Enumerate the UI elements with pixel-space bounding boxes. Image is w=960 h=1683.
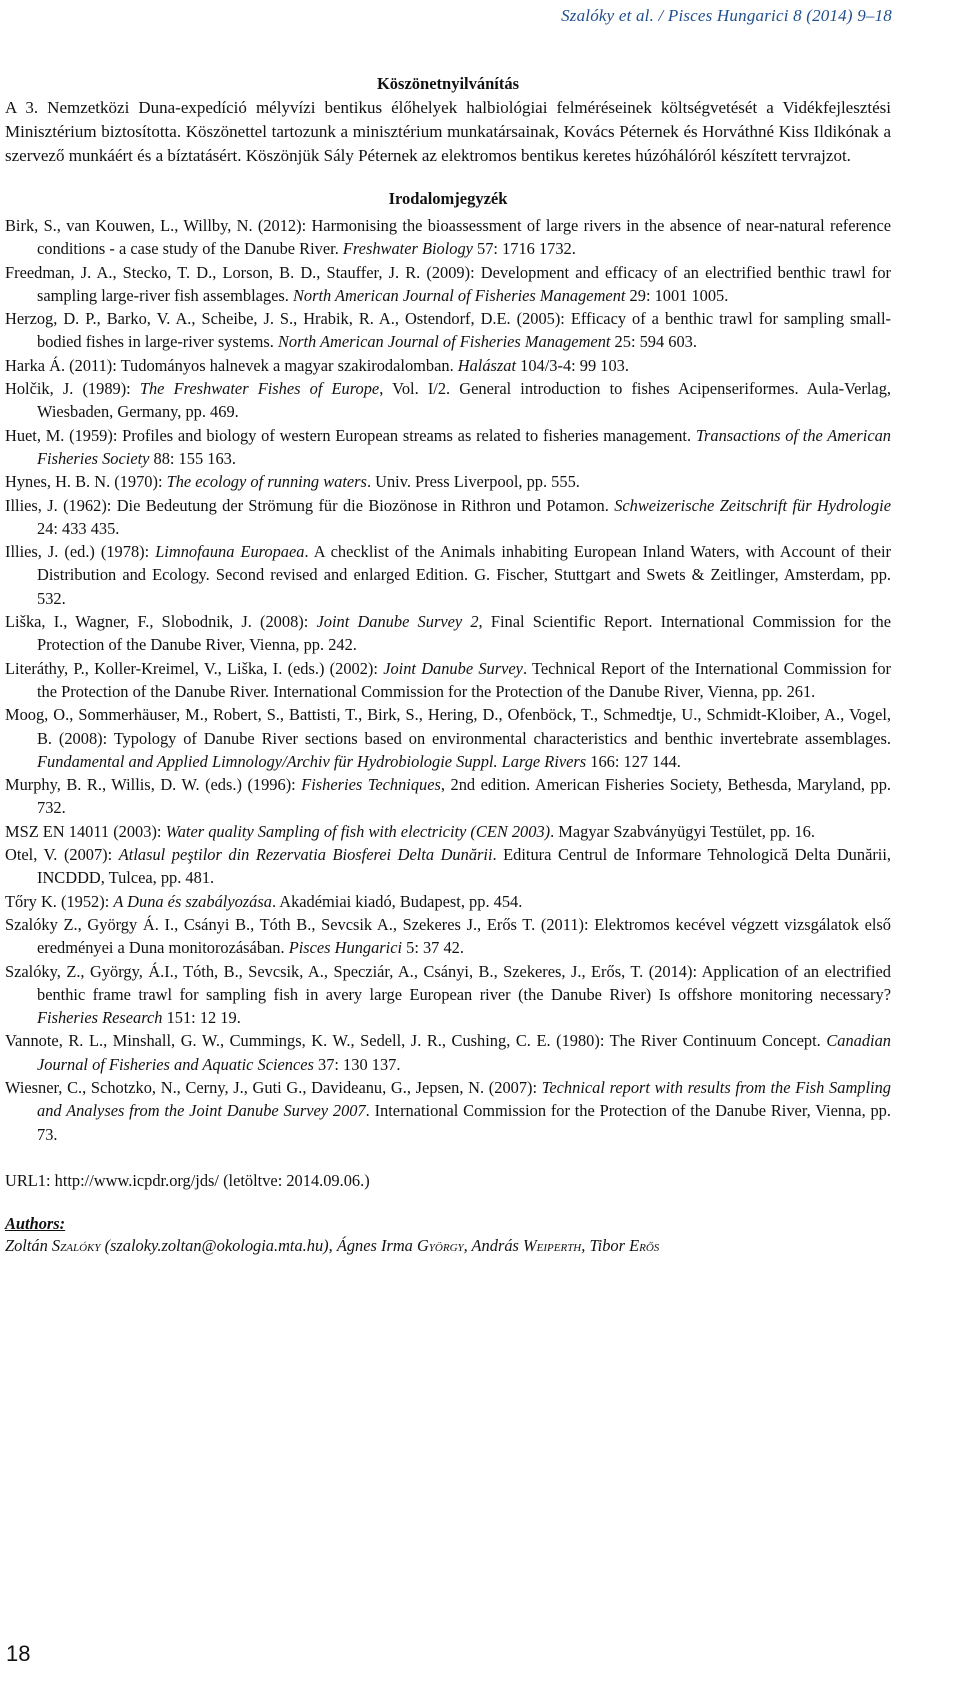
reference-source: Water quality Sampling of fish with electricity (CEN 2003) bbox=[165, 821, 551, 841]
reference-citation: 166: 127 144. bbox=[586, 751, 681, 771]
reference-citation: 104/3-4: 99 103. bbox=[516, 355, 629, 375]
reference-text: Hynes, H. B. N. (1970): bbox=[5, 472, 167, 492]
reference-item bbox=[5, 890, 891, 913]
reference-citation: , Final Scientific Report. International Commission for the Protection of the Danube River, Vienna, pp. 242. bbox=[37, 612, 892, 655]
reference-source: Fisheries Techniques bbox=[301, 775, 441, 795]
reference-source: Limnofauna Europaea bbox=[155, 542, 305, 562]
references-title: Irodalomjegyzék bbox=[388, 189, 508, 208]
reference-item bbox=[5, 377, 891, 424]
reference-source: A Duna és szabályozása bbox=[113, 891, 272, 911]
reference-text: Moog, O., Sommerhäuser, M., Robert, S., Battisti, T., Birk, S., Hering, D., Ofenböck, T., Schmedtje, U., Schmidt-Kloiber, A., Vogel, B. (2008): Typology of Danube River sections based on environmental characteristics and benthic invertebrate assemblages. bbox=[5, 705, 891, 748]
reference-text: Illies, J. (1962): Die Bedeutung der Strömung für die Biozönose in Rithron und Potamon. bbox=[5, 495, 615, 515]
reference-citation: 24: 433 435. bbox=[37, 518, 120, 538]
reference-source: Transactions of the American Fisheries Society bbox=[37, 425, 892, 468]
reference-source: Freshwater Biology bbox=[342, 239, 473, 259]
reference-item bbox=[5, 1029, 891, 1076]
reference-text: Harka Á. (2011): Tudományos halnevek a magyar szakirodalomban. bbox=[5, 355, 458, 375]
url-reference: URL1: http://www.icpdr.org/jds/ (letöltve: 2014.09.06.) bbox=[5, 1170, 370, 1190]
reference-item bbox=[5, 424, 891, 471]
reference-citation: . Akadémiai kiadó, Budapest, pp. 454. bbox=[271, 891, 523, 911]
reference-text: Wiesner, C., Schotzko, N., Cerny, J., Guti G., Davideanu, G., Jepsen, N. (2007): bbox=[5, 1077, 542, 1097]
reference-text: Szalóky, Z., György, Á.I., Tóth, B., Sevcsik, A., Specziár, A., Csányi, B., Szekeres, J., Erős, T. (2014): Application of an electrified benthic frame trawl for sampling fish in avery large European river (the Danube River) Is offshore monitoring necessary? bbox=[5, 961, 891, 1004]
reference-citation: , Vol. I/2. General introduction to fishes Acipenseriformes. Aula-Verlag, Wiesbaden, Germany, pp. 469. bbox=[37, 379, 891, 422]
reference-text: Huet, M. (1959): Profiles and biology of western European streams as related to fisheries management. bbox=[5, 425, 696, 445]
reference-item bbox=[5, 960, 891, 1030]
reference-citation: 5: 37 42. bbox=[402, 938, 464, 958]
reference-citation: . International Commission for the Protection of the Danube River, Vienna, pp. 73. bbox=[37, 1101, 891, 1144]
reference-citation: . A checklist of the Animals inhabiting European Inland Waters, with Account of their Distribution and Ecology. Second revised and enlarged Edition. G. Fischer, Stuttgart and Swets & Zeitlinger, Amsterdam, pp. 532. bbox=[37, 542, 891, 608]
reference-citation: 151: 12 19. bbox=[162, 1008, 241, 1028]
reference-item bbox=[5, 1076, 891, 1146]
running-header: Szalóky et al. / Pisces Hungarici 8 (2014) 9–18 bbox=[561, 6, 892, 25]
reference-source: North American Journal of Fisheries Management bbox=[292, 285, 626, 305]
reference-source: Schweizerische Zeitschrift für Hydrologie bbox=[614, 495, 891, 515]
authors-label: Authors: bbox=[5, 1213, 66, 1233]
reference-text: Literáthy, P., Koller-Kreimel, V., Liška, I. (eds.) (2002): bbox=[5, 658, 384, 678]
reference-source: Canadian Journal of Fisheries and Aquatic Sciences bbox=[37, 1031, 891, 1074]
author-first-name: András bbox=[471, 1235, 523, 1255]
page-content bbox=[5, 72, 891, 1257]
reference-source: North American Journal of Fisheries Management bbox=[277, 332, 611, 352]
reference-item bbox=[5, 214, 891, 261]
reference-citation: . Magyar Szabványügyi Testület, pp. 16. bbox=[550, 821, 815, 841]
reference-text: Holčik, J. (1989): bbox=[5, 379, 140, 399]
reference-text: Vannote, R. L., Minshall, G. W., Cummings, K. W., Sedell, J. R., Cushing, C. E. (1980): The River Continuum Concept. bbox=[5, 1031, 827, 1051]
reference-text: Liška, I., Wagner, F., Slobodnik, J. (2008): bbox=[5, 612, 317, 632]
reference-item bbox=[5, 703, 891, 773]
reference-source: Technical report with results from the Fish Sampling and Analyses from the Joint Danube Survey 2007 bbox=[37, 1077, 891, 1121]
reference-citation: 37: 130 137. bbox=[313, 1054, 401, 1074]
acknowledgement-text: A 3. Nemzetközi Duna-expedíció mélyvízi bentikus élőhelyek halbiológiai felméréseinek költségvetését a Vidékfejlesztési Minisztérium biztosította. Köszönettel tartozunk a minisztérium munkatársainak, Kovács Péternek és Horváthné Kiss Ildikónak a szervező munkáért és a bíztatásért. Köszönjük Sály Péternek az elektromos bentikus keretes húzóhálóról készített tervrajzot. bbox=[5, 98, 891, 165]
reference-text: MSZ EN 14011 (2003): bbox=[5, 821, 166, 841]
author-separator: , bbox=[463, 1235, 472, 1255]
reference-citation: . Technical Report of the International Commission for the Protection of the Danube River. International Commission for the Protection of the Danube River, Vienna, pp. 261. bbox=[37, 658, 891, 701]
reference-citation: 88: 155 163. bbox=[149, 448, 236, 468]
reference-source: Pisces Hungarici bbox=[288, 938, 403, 958]
reference-source: The Freshwater Fishes of Europe bbox=[139, 379, 380, 399]
reference-text: Freedman, J. A., Stecko, T. D., Lorson, B. D., Stauffer, J. R. (2009): Development and efficacy of an electrified benthic trawl for sampling large-river fish assemblages. bbox=[5, 262, 891, 305]
reference-text: Tőry K. (1952): bbox=[5, 891, 114, 911]
reference-source: Joint Danube Survey 2 bbox=[316, 612, 479, 632]
reference-source: Atlasul peştilor din Rezervatia Biosferei Delta Dunării bbox=[118, 845, 493, 865]
reference-item bbox=[5, 540, 891, 610]
reference-item bbox=[5, 657, 891, 704]
author-first-name: Zoltán bbox=[5, 1235, 52, 1255]
reference-source: The ecology of running waters bbox=[166, 472, 367, 492]
reference-item bbox=[5, 307, 891, 354]
author-first-name: Tibor bbox=[589, 1235, 630, 1255]
reference-source: Joint Danube Survey bbox=[383, 658, 523, 678]
reference-citation: . Univ. Press Liverpool, pp. 555. bbox=[366, 472, 580, 492]
author-last-name: Erős bbox=[629, 1235, 660, 1255]
reference-source: Fundamental and Applied Limnology/Archiv für Hydrobiologie Suppl. Large Rivers bbox=[37, 751, 587, 771]
acknowledgement-title: Köszönetnyilvánítás bbox=[376, 74, 520, 93]
reference-text: Otel, V. (2007): bbox=[5, 845, 119, 865]
authors-line bbox=[5, 1235, 891, 1257]
reference-text: Birk, S., van Kouwen, L., Willby, N. (2012): Harmonising the bioassessment of large rivers in the absence of near-natural reference conditions - a case study of the Danube River. bbox=[5, 216, 891, 259]
reference-source: Halászat bbox=[457, 355, 517, 375]
author-last-name: Weiperth bbox=[523, 1235, 582, 1255]
reference-citation: 29: 1001 1005. bbox=[625, 285, 729, 305]
reference-item bbox=[5, 261, 891, 308]
reference-text: Herzog, D. P., Barko, V. A., Scheibe, J. S., Hrabik, R. A., Ostendorf, D.E. (2005): Efficacy of a benthic trawl for sampling small-bodied fishes in large-river systems. bbox=[5, 309, 891, 352]
reference-item bbox=[5, 913, 891, 960]
author-first-name: Ágnes Irma bbox=[336, 1235, 417, 1255]
author-email: (szaloky.zoltan@okologia.mta.hu), bbox=[100, 1235, 337, 1255]
author-last-name: Szalóky bbox=[51, 1235, 101, 1255]
author-separator: , bbox=[581, 1235, 590, 1255]
reference-citation: . Editura Centrul de Informare Tehnologică Delta Dunării, INCDDD, Tulcea, pp. 481. bbox=[37, 845, 892, 888]
reference-list bbox=[5, 214, 891, 1146]
reference-source: Fisheries Research bbox=[37, 1008, 163, 1028]
page-number: 18 bbox=[6, 1641, 31, 1666]
reference-item bbox=[5, 470, 891, 493]
reference-item bbox=[5, 354, 891, 377]
reference-citation: 57: 1716 1732. bbox=[472, 239, 576, 259]
reference-citation: 25: 594 603. bbox=[610, 332, 697, 352]
reference-item bbox=[5, 773, 891, 820]
reference-item bbox=[5, 843, 891, 890]
reference-text: Szalóky Z., György Á. I., Csányi B., Tóth B., Sevcsik A., Szekeres J., Erős T. (2011): Elektromos kecével végzett vizsgálatok első eredményei a Duna monitorozásában. bbox=[5, 914, 891, 958]
reference-item bbox=[5, 820, 891, 843]
reference-text: Illies, J. (ed.) (1978): bbox=[5, 542, 156, 562]
reference-item bbox=[5, 494, 891, 541]
reference-citation: , 2nd edition. American Fisheries Society, Bethesda, Maryland, pp. 732. bbox=[37, 775, 892, 818]
reference-item bbox=[5, 610, 891, 657]
reference-text: Murphy, B. R., Willis, D. W. (eds.) (1996): bbox=[5, 775, 302, 795]
author-last-name: György bbox=[416, 1235, 464, 1255]
